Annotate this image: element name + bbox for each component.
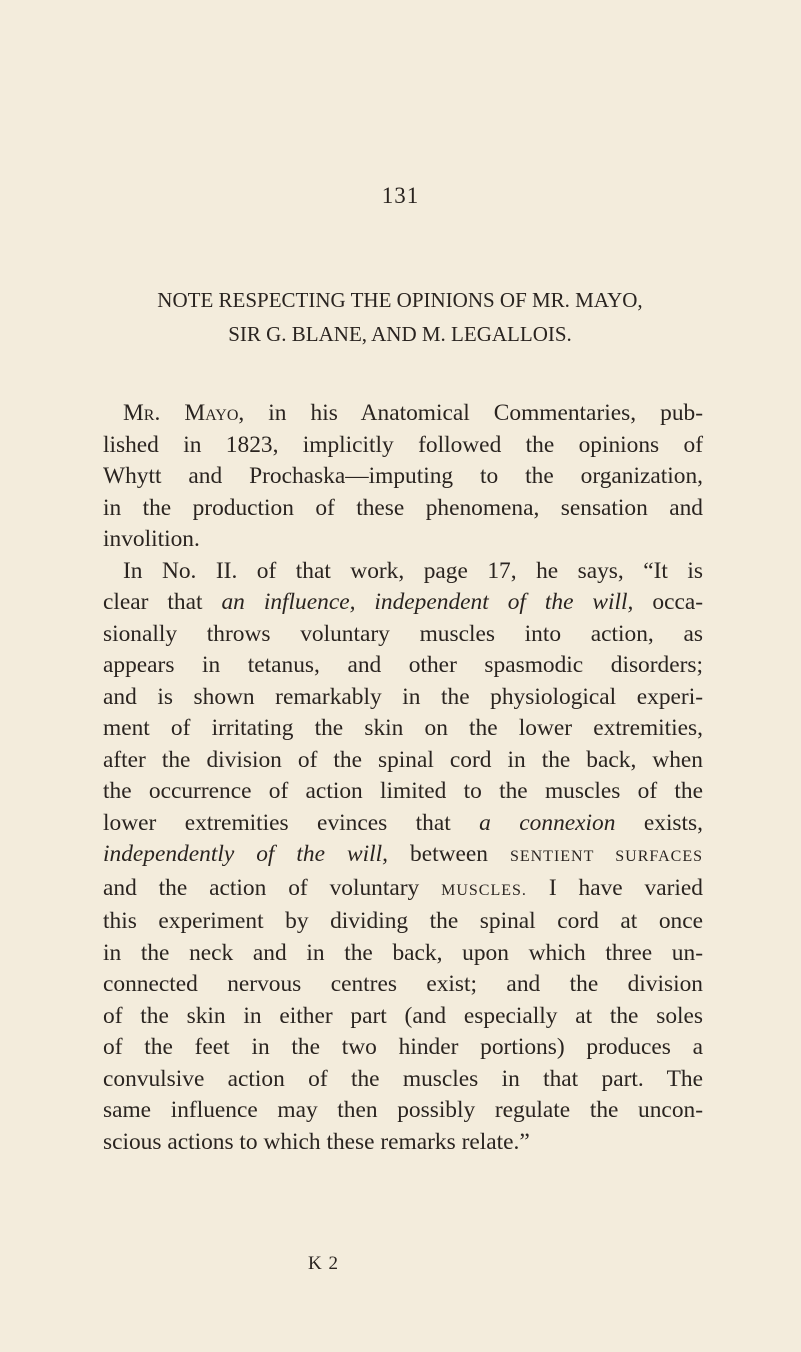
text-line [103, 808, 703, 840]
text-span: between [387, 841, 510, 867]
text-span: clear that [103, 589, 222, 615]
text-line: in the production of these phenomena, sensation and [103, 494, 703, 521]
text-line: the occurrence of action limited to the muscles of the [103, 778, 703, 804]
text-line: appears in tetanus, and other spasmodic disorders; [103, 652, 703, 678]
text-line: sionally throws voluntary muscles into action, as [103, 620, 703, 647]
text-span: lower extremities evinces that [103, 809, 480, 836]
text-span: occa- [633, 589, 704, 615]
italic-span: independently of the will, [103, 841, 388, 867]
text-line: convulsive action of the muscles in that part. The [103, 1065, 703, 1092]
text-line: in the neck and in the back, upon which three un- [103, 939, 703, 966]
italic-span: a connexion [479, 809, 616, 836]
text-line: scious actions to which these remarks relate.” [103, 1128, 530, 1155]
text-span: in his Anatomical Commentaries, pub- [244, 400, 703, 426]
text-line [103, 839, 703, 873]
text-line: Whytt and Prochaska—imputing to the organization, [103, 463, 703, 489]
text-span: I have varied [526, 874, 703, 901]
text-line [103, 398, 703, 430]
author-name: Mr. Mayo, [123, 400, 245, 426]
text-line: of the skin in either part (and especially at the soles [103, 1002, 703, 1029]
text-line: same influence may then possibly regulate the uncon- [103, 1097, 703, 1123]
signature-mark: K 2 [308, 1253, 339, 1274]
paragraph-2 [103, 556, 703, 1159]
text-line [103, 587, 703, 619]
text-line: involition. [103, 526, 200, 552]
paragraph-1 [103, 398, 703, 556]
small-caps-span: MUSCLES. [441, 881, 527, 899]
text-line [103, 873, 703, 907]
text-line: and is shown remarkably in the physiological experi- [103, 683, 703, 710]
text-line: ment of irritating the skin on the lower extremities, [103, 715, 703, 741]
heading-line-1: NOTE RESPECTING THE OPINIONS OF MR. MAYO, [157, 288, 643, 312]
text-line: this experiment by dividing the spinal cord at once [103, 908, 703, 934]
italic-span: an influence, independent of the will, [221, 589, 634, 615]
section-heading [80, 283, 720, 351]
small-caps-span: SENTIENT SURFACES [509, 848, 703, 865]
body-text [103, 398, 703, 1158]
text-line: In No. II. of that work, page 17, he says, “It is [123, 557, 703, 584]
text-span: and the action of voluntary [103, 874, 442, 901]
text-span: exists, [615, 809, 703, 836]
page-number: 131 [381, 183, 420, 208]
text-line: of the feet in the two hinder portions) produces a [103, 1034, 703, 1060]
text-line: after the division of the spinal cord in the back, when [103, 746, 703, 773]
text-line: connected nervous centres exist; and the division [103, 971, 703, 997]
heading-line-2: SIR G. BLANE, AND M. LEGALLOIS. [228, 322, 572, 346]
text-line: lished in 1823, implicitly followed the opinions of [103, 431, 703, 458]
